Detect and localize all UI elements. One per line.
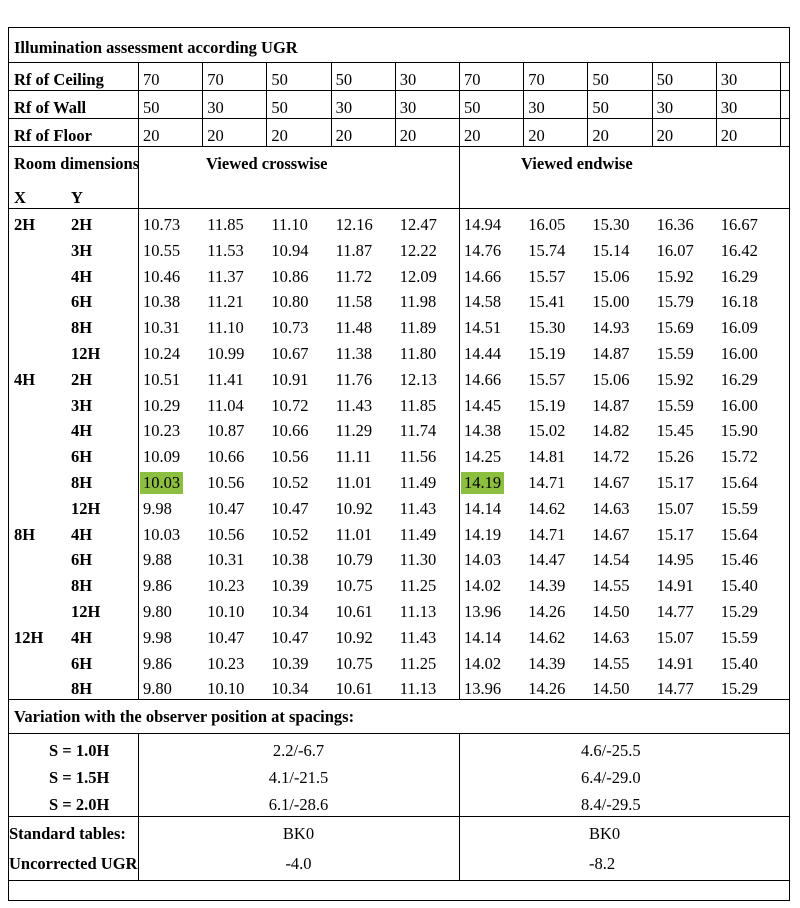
crosswise-value: 11.21 xyxy=(207,292,244,312)
crosswise-value: 10.23 xyxy=(207,576,245,596)
endwise-value: 14.67 xyxy=(592,473,630,492)
crosswise-value: 12.47 xyxy=(399,215,437,234)
endwise-value: 16.67 xyxy=(720,215,758,234)
divider-room-dimensions-right xyxy=(138,146,139,208)
crosswise-value: 11.13 xyxy=(399,602,437,621)
crosswise-value: 10.34 xyxy=(271,602,309,621)
endwise-value: 15.72 xyxy=(720,447,758,467)
page-title: Illumination assessment according UGR xyxy=(14,38,298,57)
rf-wall-value: 30 xyxy=(720,98,738,117)
viewed-endwise-header: Viewed endwise xyxy=(521,154,633,173)
row-y-label: 8H xyxy=(71,679,93,699)
row-x-label: 8H xyxy=(14,524,36,544)
crosswise-value: 11.38 xyxy=(335,344,373,363)
ugr-table-frame xyxy=(8,27,790,901)
crosswise-value: 10.39 xyxy=(271,653,309,673)
crosswise-value: 11.10 xyxy=(207,318,244,338)
divider-crosswise-right-header xyxy=(459,146,460,208)
divider-labels-data-body xyxy=(138,208,139,699)
rf-floor-value: 20 xyxy=(335,126,353,145)
endwise-value: 14.76 xyxy=(464,240,502,260)
crosswise-value: 10.47 xyxy=(207,627,245,647)
crosswise-value: 10.56 xyxy=(207,524,245,544)
crosswise-value: 11.43 xyxy=(399,627,437,647)
crosswise-value: 10.67 xyxy=(271,344,309,363)
uncorrected-ugr-crosswise: -4.0 xyxy=(285,854,312,873)
rf-ceiling-value: 50 xyxy=(335,70,353,89)
endwise-value: 14.51 xyxy=(464,318,502,338)
endwise-value: 14.02 xyxy=(464,653,502,673)
rf-floor-value: 20 xyxy=(399,126,417,145)
rf-floor-value: 20 xyxy=(656,126,674,145)
crosswise-value: 10.86 xyxy=(271,266,309,286)
endwise-value: 14.47 xyxy=(528,550,566,570)
endwise-value: 14.26 xyxy=(528,602,566,621)
rf-wall-value: 50 xyxy=(464,98,481,117)
row-y-label: 2H xyxy=(71,369,93,389)
endwise-value: 15.19 xyxy=(528,344,566,363)
endwise-value: 14.62 xyxy=(528,498,566,518)
endwise-value: 16.05 xyxy=(528,215,566,234)
endwise-value: 14.93 xyxy=(592,318,630,338)
rf-column-divider xyxy=(266,62,267,146)
crosswise-value: 10.66 xyxy=(271,421,309,441)
row-y-label: 2H xyxy=(71,215,93,234)
rf-column-divider xyxy=(780,62,781,146)
endwise-value: 15.30 xyxy=(592,215,630,234)
crosswise-value: 10.51 xyxy=(143,369,181,389)
endwise-value: 15.07 xyxy=(656,498,694,518)
crosswise-value: 11.74 xyxy=(399,421,437,441)
crosswise-value: 10.79 xyxy=(335,550,373,570)
endwise-value: 14.66 xyxy=(464,369,502,389)
rf-column-divider xyxy=(202,62,203,146)
crosswise-value: 10.47 xyxy=(207,498,245,518)
crosswise-value: 10.56 xyxy=(271,447,309,467)
spacing-endwise-value: 6.4/-29.0 xyxy=(581,768,641,787)
endwise-value: 16.36 xyxy=(656,215,694,234)
crosswise-value: 12.13 xyxy=(399,369,437,389)
endwise-value: 14.94 xyxy=(464,215,502,234)
crosswise-value: 10.73 xyxy=(143,215,181,234)
row-y-label: 8H xyxy=(71,576,93,596)
endwise-value: 14.87 xyxy=(592,395,630,415)
room-dimensions-label: Room dimensions xyxy=(14,154,140,173)
endwise-value: 15.57 xyxy=(528,266,566,286)
crosswise-value: 10.24 xyxy=(143,344,181,363)
divider-under-uncorrected-ugr xyxy=(9,880,789,881)
endwise-value: 14.50 xyxy=(592,679,630,699)
endwise-value: 14.71 xyxy=(528,524,566,544)
endwise-value: 15.07 xyxy=(656,627,694,647)
rf-floor-value: 20 xyxy=(464,126,481,145)
crosswise-value: 10.09 xyxy=(143,447,181,467)
crosswise-value: 11.85 xyxy=(207,215,244,234)
endwise-value: 15.17 xyxy=(656,473,694,492)
crosswise-value: 10.03 xyxy=(143,524,181,544)
endwise-value: 14.55 xyxy=(592,653,630,673)
crosswise-value: 10.92 xyxy=(335,627,373,647)
crosswise-value: 11.58 xyxy=(335,292,373,312)
crosswise-value: 11.25 xyxy=(399,653,437,673)
crosswise-value: 10.91 xyxy=(271,369,309,389)
divider-above-standard-tables xyxy=(9,816,789,817)
endwise-value: 15.06 xyxy=(592,369,630,389)
crosswise-value: 11.13 xyxy=(399,679,437,699)
endwise-value: 13.96 xyxy=(464,602,502,621)
row-x-label: 2H xyxy=(14,215,36,234)
endwise-value: 14.66 xyxy=(464,266,502,286)
endwise-value: 15.74 xyxy=(528,240,566,260)
endwise-value: 14.91 xyxy=(656,576,694,596)
rf-wall-value: 50 xyxy=(271,98,288,117)
endwise-value: 16.07 xyxy=(656,240,694,260)
crosswise-value: 10.31 xyxy=(207,550,245,570)
x-column-label: X xyxy=(14,188,26,207)
endwise-value: 14.38 xyxy=(464,421,502,441)
endwise-value: 14.77 xyxy=(656,679,694,699)
row-y-label: 4H xyxy=(71,627,93,647)
crosswise-value: 10.61 xyxy=(335,679,373,699)
crosswise-value: 9.80 xyxy=(143,602,172,621)
endwise-value: 14.19 xyxy=(464,524,502,544)
endwise-value: 15.64 xyxy=(720,473,758,492)
endwise-value: 15.79 xyxy=(656,292,694,312)
divider-under-variation xyxy=(9,733,789,734)
endwise-value: 16.00 xyxy=(720,395,758,415)
crosswise-value: 10.61 xyxy=(335,602,373,621)
crosswise-value: 11.29 xyxy=(335,421,373,441)
endwise-value: 15.64 xyxy=(720,524,758,544)
endwise-value: 14.63 xyxy=(592,627,630,647)
spacing-crosswise-value: 2.2/-6.7 xyxy=(272,741,325,760)
endwise-value: 16.09 xyxy=(720,318,758,338)
rf-ceiling-value: 50 xyxy=(271,70,288,89)
uncorrected-ugr-endwise: -8.2 xyxy=(589,854,616,873)
crosswise-value: 11.30 xyxy=(399,550,437,570)
crosswise-value: 11.43 xyxy=(399,498,437,518)
divider-under-rf-ceiling xyxy=(9,90,789,91)
crosswise-value: 10.72 xyxy=(271,395,309,415)
rf-wall-value: 50 xyxy=(592,98,609,117)
crosswise-value: 10.75 xyxy=(335,576,373,596)
endwise-value: 14.03 xyxy=(464,550,502,570)
variation-label: Variation with the observer position at spacings: xyxy=(14,707,355,726)
rf-floor-value: 20 xyxy=(592,126,609,145)
standard-tables-label: Standard tables: xyxy=(9,824,126,843)
crosswise-value: 10.31 xyxy=(143,318,181,338)
crosswise-value: 11.41 xyxy=(207,369,244,389)
crosswise-value: 11.25 xyxy=(399,576,437,596)
endwise-value: 15.29 xyxy=(720,679,758,699)
divider-under-rf-wall xyxy=(9,118,789,119)
endwise-value: 14.91 xyxy=(656,653,694,673)
row-y-label: 12H xyxy=(71,498,101,518)
endwise-value: 15.02 xyxy=(528,421,566,441)
endwise-value: 14.63 xyxy=(592,498,630,518)
highlighted-value: 10.03 xyxy=(140,472,183,494)
endwise-value: 14.02 xyxy=(464,576,502,596)
divider-above-variation xyxy=(9,699,789,700)
crosswise-value: 11.72 xyxy=(335,266,373,286)
divider-footer-middle xyxy=(459,733,460,880)
endwise-value: 16.29 xyxy=(720,369,758,389)
viewed-crosswise-header: Viewed crosswise xyxy=(206,154,328,173)
crosswise-value: 11.87 xyxy=(335,240,373,260)
rf-wall-label: Rf of Wall xyxy=(14,98,87,117)
uncorrected-ugr-label: Uncorrected UGR xyxy=(9,854,138,873)
spacing-label: S = 2.0H xyxy=(49,795,110,814)
endwise-value: 16.00 xyxy=(720,344,758,363)
crosswise-value: 10.46 xyxy=(143,266,181,286)
rf-wall-value: 30 xyxy=(656,98,674,117)
crosswise-value: 10.55 xyxy=(143,240,181,260)
crosswise-value xyxy=(143,473,180,493)
crosswise-value: 10.38 xyxy=(143,292,181,312)
endwise-value: 15.46 xyxy=(720,550,758,570)
crosswise-value: 10.80 xyxy=(271,292,309,312)
crosswise-value: 10.94 xyxy=(271,240,309,260)
rf-ceiling-value: 70 xyxy=(528,70,545,89)
endwise-value: 15.59 xyxy=(656,395,694,415)
endwise-value: 14.50 xyxy=(592,602,630,621)
endwise-value: 14.14 xyxy=(464,627,502,647)
crosswise-value: 10.23 xyxy=(143,421,181,441)
endwise-value: 14.45 xyxy=(464,395,502,415)
endwise-value: 14.26 xyxy=(528,679,566,699)
row-y-label: 6H xyxy=(71,653,93,673)
rf-column-divider xyxy=(395,62,396,146)
endwise-value: 15.59 xyxy=(720,498,758,518)
rf-ceiling-value: 70 xyxy=(207,70,224,89)
row-y-label: 3H xyxy=(71,240,93,260)
endwise-value: 14.58 xyxy=(464,292,502,312)
endwise-value: 15.29 xyxy=(720,602,758,621)
crosswise-value: 11.01 xyxy=(335,473,373,492)
crosswise-value: 10.66 xyxy=(207,447,245,467)
endwise-value: 14.62 xyxy=(528,627,566,647)
crosswise-value: 10.52 xyxy=(271,473,309,492)
rf-ceiling-value: 50 xyxy=(592,70,609,89)
endwise-value: 15.40 xyxy=(720,653,758,673)
endwise-value: 14.87 xyxy=(592,344,630,363)
endwise-value: 14.39 xyxy=(528,576,566,596)
spacing-label: S = 1.0H xyxy=(49,741,110,760)
spacing-crosswise-value: 6.1/-28.6 xyxy=(268,795,329,814)
row-y-label: 8H xyxy=(71,318,93,338)
divider-crosswise-endwise-body xyxy=(459,208,460,699)
rf-ceiling-value: 30 xyxy=(720,70,738,89)
crosswise-value: 9.98 xyxy=(143,498,172,518)
standard-tables-crosswise: BK0 xyxy=(282,824,315,843)
crosswise-value: 11.85 xyxy=(399,395,437,415)
endwise-value: 15.17 xyxy=(656,524,694,544)
endwise-value: 15.59 xyxy=(720,627,758,647)
endwise-value: 14.71 xyxy=(528,473,566,492)
row-y-label: 12H xyxy=(71,344,101,363)
y-column-label: Y xyxy=(71,188,83,207)
endwise-value: 15.69 xyxy=(656,318,694,338)
endwise-value: 15.40 xyxy=(720,576,758,596)
crosswise-value: 10.87 xyxy=(207,421,245,441)
endwise-value: 14.39 xyxy=(528,653,566,673)
endwise-value: 14.77 xyxy=(656,602,694,621)
crosswise-value: 10.34 xyxy=(271,679,309,699)
endwise-value: 16.29 xyxy=(720,266,758,286)
endwise-value: 15.19 xyxy=(528,395,566,415)
rf-wall-value: 30 xyxy=(528,98,545,117)
endwise-value: 15.90 xyxy=(720,421,758,441)
endwise-value: 15.30 xyxy=(528,318,566,338)
endwise-value: 15.59 xyxy=(656,344,694,363)
crosswise-value: 10.10 xyxy=(207,602,245,621)
rf-floor-label: Rf of Floor xyxy=(14,126,92,145)
row-y-label: 8H xyxy=(71,473,93,492)
crosswise-value: 10.47 xyxy=(271,498,309,518)
crosswise-value: 10.75 xyxy=(335,653,373,673)
endwise-value: 14.95 xyxy=(656,550,694,570)
rf-column-divider xyxy=(138,62,139,146)
crosswise-value: 9.88 xyxy=(143,550,172,570)
spacing-endwise-value: 4.6/-25.5 xyxy=(581,741,641,760)
rf-ceiling-label: Rf of Ceiling xyxy=(14,70,104,89)
row-y-label: 12H xyxy=(71,602,101,621)
divider-footer-label-right xyxy=(138,733,139,880)
spacing-endwise-value: 8.4/-29.5 xyxy=(581,795,641,814)
rf-floor-value: 20 xyxy=(207,126,224,145)
crosswise-value: 11.56 xyxy=(399,447,437,467)
crosswise-value: 10.38 xyxy=(271,550,309,570)
crosswise-value: 11.37 xyxy=(207,266,244,286)
row-y-label: 6H xyxy=(71,550,93,570)
endwise-value: 15.14 xyxy=(592,240,630,260)
crosswise-value: 11.04 xyxy=(207,395,244,415)
endwise-value: 16.42 xyxy=(720,240,758,260)
endwise-value: 14.55 xyxy=(592,576,630,596)
endwise-value: 15.45 xyxy=(656,421,694,441)
divider-under-title xyxy=(9,62,789,63)
crosswise-value: 10.47 xyxy=(271,627,309,647)
rf-column-divider xyxy=(331,62,332,146)
crosswise-value: 10.92 xyxy=(335,498,373,518)
endwise-value: 14.72 xyxy=(592,447,630,467)
crosswise-value: 11.49 xyxy=(399,473,437,492)
endwise-value: 14.82 xyxy=(592,421,630,441)
crosswise-value: 12.09 xyxy=(399,266,437,286)
rf-floor-value: 20 xyxy=(271,126,288,145)
crosswise-value: 9.98 xyxy=(143,627,172,647)
row-y-label: 4H xyxy=(71,524,93,544)
crosswise-value: 11.11 xyxy=(335,447,372,467)
rf-ceiling-value: 30 xyxy=(399,70,417,89)
crosswise-value: 10.29 xyxy=(143,395,181,415)
rf-floor-value: 20 xyxy=(528,126,545,145)
endwise-value xyxy=(464,473,501,493)
rf-wall-value: 50 xyxy=(143,98,160,117)
endwise-value: 13.96 xyxy=(464,679,502,699)
crosswise-value: 11.10 xyxy=(271,215,308,234)
crosswise-value: 11.01 xyxy=(335,524,373,544)
rf-wall-value: 30 xyxy=(207,98,224,117)
spacing-crosswise-value: 4.1/-21.5 xyxy=(268,768,329,787)
endwise-value: 15.26 xyxy=(656,447,694,467)
crosswise-value: 12.22 xyxy=(399,240,437,260)
crosswise-value: 11.76 xyxy=(335,369,373,389)
row-y-label: 4H xyxy=(71,421,93,441)
row-y-label: 6H xyxy=(71,447,93,467)
row-y-label: 6H xyxy=(71,292,93,312)
crosswise-value: 9.86 xyxy=(143,653,172,673)
rf-column-divider xyxy=(523,62,524,146)
row-y-label: 3H xyxy=(71,395,93,415)
crosswise-value: 11.43 xyxy=(335,395,373,415)
crosswise-value: 11.53 xyxy=(207,240,244,260)
crosswise-value: 9.86 xyxy=(143,576,172,596)
crosswise-value: 10.10 xyxy=(207,679,245,699)
rf-column-divider xyxy=(459,62,460,146)
row-y-label: 4H xyxy=(71,266,93,286)
endwise-value: 15.57 xyxy=(528,369,566,389)
standard-tables-endwise: BK0 xyxy=(589,824,621,843)
endwise-value: 15.06 xyxy=(592,266,630,286)
rf-column-divider xyxy=(652,62,653,146)
endwise-value: 15.92 xyxy=(656,266,694,286)
row-x-label: 12H xyxy=(14,627,44,647)
rf-ceiling-value: 50 xyxy=(656,70,674,89)
rf-floor-value: 20 xyxy=(143,126,160,145)
crosswise-value: 10.39 xyxy=(271,576,309,596)
crosswise-value: 10.52 xyxy=(271,524,309,544)
rf-floor-value: 20 xyxy=(720,126,738,145)
endwise-value: 14.67 xyxy=(592,524,630,544)
endwise-value: 14.81 xyxy=(528,447,566,467)
rf-column-divider xyxy=(716,62,717,146)
rf-ceiling-value: 70 xyxy=(464,70,481,89)
endwise-value: 14.44 xyxy=(464,344,502,363)
divider-under-room-dimensions xyxy=(9,208,789,209)
crosswise-value: 11.98 xyxy=(399,292,437,312)
crosswise-value: 11.89 xyxy=(399,318,437,338)
crosswise-value: 12.16 xyxy=(335,215,373,234)
endwise-value: 15.00 xyxy=(592,292,630,312)
endwise-value: 16.18 xyxy=(720,292,758,312)
row-x-label: 4H xyxy=(14,369,36,389)
endwise-value: 14.14 xyxy=(464,498,502,518)
endwise-value: 15.41 xyxy=(528,292,566,312)
endwise-value: 14.25 xyxy=(464,447,502,467)
highlighted-value: 14.19 xyxy=(461,472,504,494)
crosswise-value: 10.23 xyxy=(207,653,245,673)
crosswise-value: 11.49 xyxy=(399,524,437,544)
crosswise-value: 9.80 xyxy=(143,679,172,699)
crosswise-value: 10.56 xyxy=(207,473,245,492)
rf-ceiling-value: 70 xyxy=(143,70,160,89)
crosswise-value: 11.80 xyxy=(399,344,437,363)
crosswise-value: 10.73 xyxy=(271,318,309,338)
rf-wall-value: 30 xyxy=(399,98,417,117)
endwise-value: 15.92 xyxy=(656,369,694,389)
rf-column-divider xyxy=(587,62,588,146)
rf-wall-value: 30 xyxy=(335,98,353,117)
crosswise-value: 10.99 xyxy=(207,344,245,363)
crosswise-value: 11.48 xyxy=(335,318,373,338)
spacing-label: S = 1.5H xyxy=(49,768,110,787)
divider-under-rf-floor xyxy=(9,146,789,147)
endwise-value: 14.54 xyxy=(592,550,630,570)
